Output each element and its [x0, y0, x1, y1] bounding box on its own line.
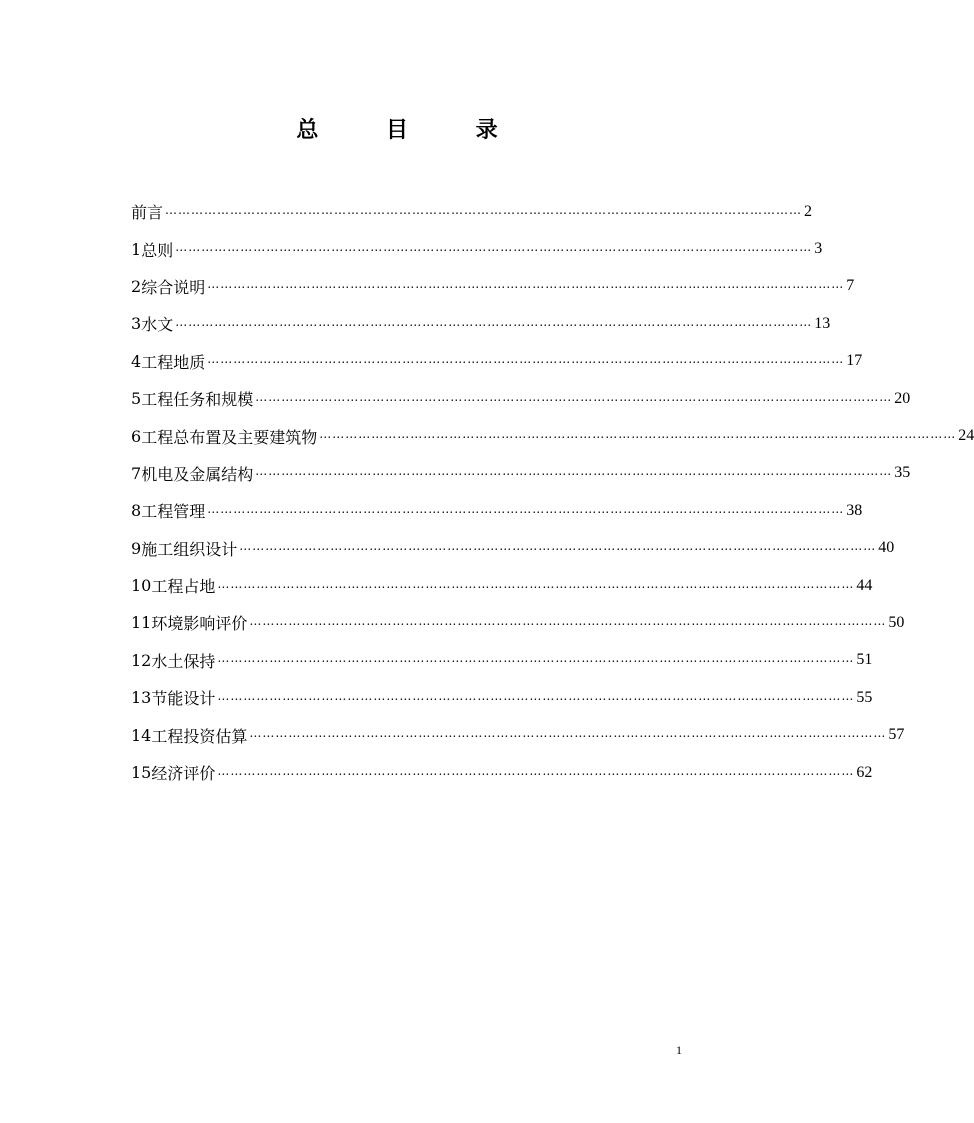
toc-entry-number: 9	[131, 538, 142, 558]
toc-entry-page: 38	[846, 501, 863, 519]
toc-entry-page: 57	[888, 726, 905, 744]
toc-entry-page: 3	[814, 240, 823, 258]
toc-entry-label: 经济评价	[151, 764, 216, 784]
toc-entry[interactable]	[131, 230, 823, 267]
toc-entry-label: 水文	[141, 315, 174, 335]
page-number: 1	[676, 1043, 682, 1057]
toc-entry-label: 工程占地	[151, 577, 216, 597]
toc-entry-number: 6	[131, 426, 142, 446]
toc-entry-label: 施工组织设计	[141, 539, 238, 559]
toc-entry-label: 机电及金属结构	[141, 464, 254, 484]
dot-leader: …………………………………………………………………………………………………………………………………	[249, 613, 887, 628]
dot-leader: …………………………………………………………………………………………………………………………………	[217, 651, 855, 666]
dot-leader: …………………………………………………………………………………………………………………………………	[217, 688, 855, 703]
toc-entry[interactable]	[131, 530, 895, 567]
toc-entry-number: 13	[131, 688, 152, 708]
dot-leader: …………………………………………………………………………………………………………………………………	[239, 539, 877, 554]
toc-entry[interactable]	[131, 492, 863, 529]
toc-entry-label: 总则	[141, 240, 174, 260]
dot-leader: …………………………………………………………………………………………………………………………………	[175, 314, 813, 329]
toc-entry-page: 62	[856, 763, 873, 781]
toc-entry[interactable]	[131, 455, 911, 492]
dot-leader: …………………………………………………………………………………………………………………………………	[217, 576, 855, 591]
toc-entry[interactable]	[131, 268, 855, 305]
dot-leader: …………………………………………………………………………………………………………………………………	[255, 464, 893, 479]
toc-entry[interactable]	[131, 604, 905, 641]
toc-entry-page: 51	[856, 651, 873, 669]
dot-leader: …………………………………………………………………………………………………………………………………	[207, 277, 845, 292]
toc-entry-page: 55	[856, 688, 873, 706]
dot-leader: …………………………………………………………………………………………………………………………………	[207, 501, 845, 516]
toc-entry-number: 12	[131, 650, 152, 670]
toc-entry[interactable]	[131, 567, 873, 604]
dot-leader: …………………………………………………………………………………………………………………………………	[165, 202, 803, 217]
page-title: 总 目 录	[296, 117, 528, 143]
toc-entry-page: 2	[804, 202, 813, 220]
toc-entry-label: 工程投资估算	[151, 726, 248, 746]
toc-entry-number: 4	[131, 351, 142, 371]
toc-entry-number: 3	[131, 314, 142, 334]
toc-entry-page: 13	[814, 314, 831, 332]
toc-entry-number: 5	[131, 389, 142, 409]
toc-entry-number: 8	[131, 501, 142, 521]
toc-entry-number: 11	[131, 613, 152, 633]
toc-entry-number: 7	[131, 463, 142, 483]
toc-entry-page: 50	[888, 613, 905, 631]
dot-leader: …………………………………………………………………………………………………………………………………	[217, 763, 855, 778]
toc-entry-page: 35	[894, 464, 911, 482]
toc-entry-page: 40	[878, 539, 895, 557]
toc-entry[interactable]	[131, 380, 911, 417]
toc-entry-page: 7	[846, 277, 855, 295]
toc-entry[interactable]	[131, 343, 863, 380]
toc-entry[interactable]	[131, 679, 873, 716]
toc-entry[interactable]	[131, 417, 974, 454]
toc-entry-label: 工程地质	[141, 352, 206, 372]
toc-entry-page: 44	[856, 576, 873, 594]
toc-entry[interactable]	[131, 754, 873, 791]
toc-entry-number: 14	[131, 725, 152, 745]
toc-entry-label: 节能设计	[151, 689, 216, 709]
toc-entry-number: 10	[131, 576, 152, 596]
dot-leader: …………………………………………………………………………………………………………………………………	[255, 389, 893, 404]
toc-entry[interactable]	[131, 193, 813, 230]
toc-entry-number: 15	[131, 763, 152, 783]
dot-leader: …………………………………………………………………………………………………………………………………	[207, 352, 845, 367]
toc-entry-label: 工程任务和规模	[141, 390, 254, 410]
toc-entry-label: 工程总布置及主要建筑物	[141, 427, 318, 447]
toc-entry-page: 17	[846, 352, 863, 370]
toc-entry-label: 水土保持	[151, 651, 216, 671]
toc-entry-label: 综合说明	[141, 277, 206, 297]
toc-entry[interactable]	[131, 716, 905, 753]
toc-entry-page: 20	[894, 389, 911, 407]
toc-entry-page: 24	[958, 427, 974, 445]
toc-entry-label: 环境影响评价	[151, 614, 248, 634]
dot-leader: …………………………………………………………………………………………………………………………………	[319, 427, 957, 442]
toc-entry[interactable]	[131, 642, 873, 679]
toc-entry-label: 前言	[131, 203, 164, 223]
toc-entry-label: 工程管理	[141, 502, 206, 522]
toc-entry-number: 1	[131, 239, 142, 259]
dot-leader: …………………………………………………………………………………………………………………………………	[175, 240, 813, 255]
table-of-contents	[131, 193, 974, 791]
toc-entry[interactable]	[131, 305, 831, 342]
toc-entry-number: 2	[131, 276, 142, 296]
dot-leader: …………………………………………………………………………………………………………………………………	[249, 726, 887, 741]
